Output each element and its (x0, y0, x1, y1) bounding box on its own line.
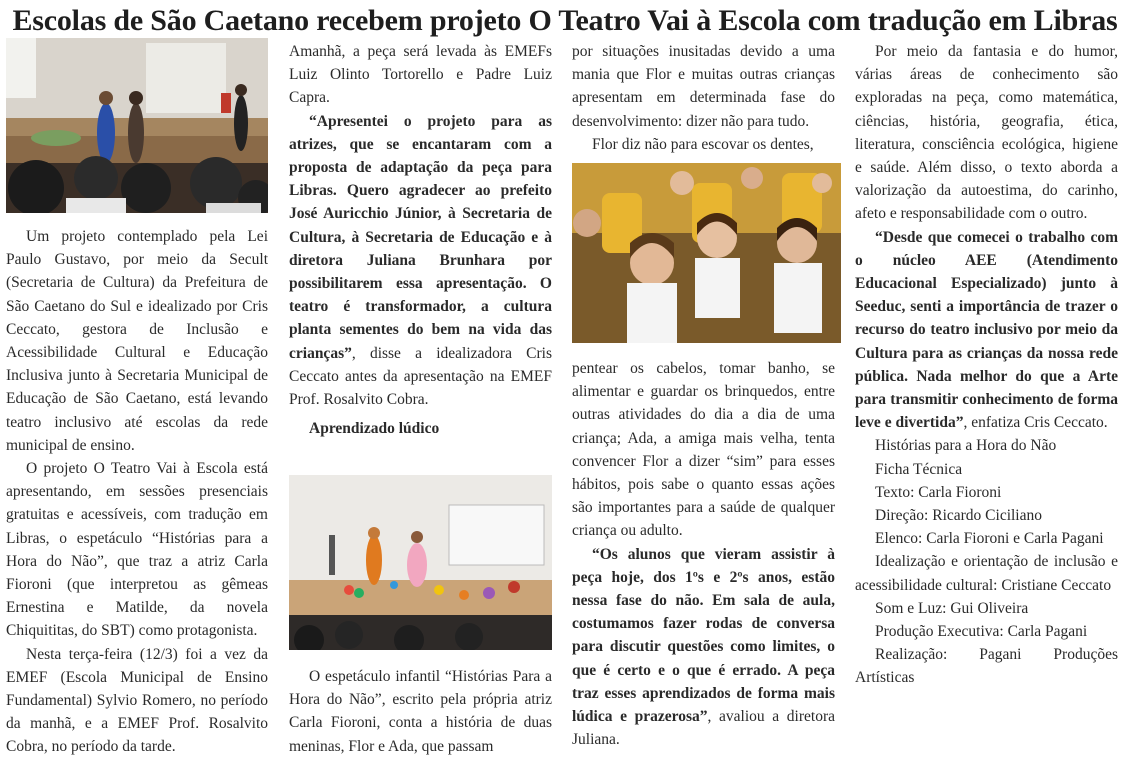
credit-line: Histórias para a Hora do Não (875, 437, 1057, 455)
column-3-top (572, 40, 835, 156)
paragraph: O projeto O Teatro Vai à Escola está apresentando, em sessões presenciais gratuitas e acessíveis, com tradução em Libras, o espetáculo “Histórias para a Hora do Não”, que traz a atriz Carla Fioroni (que interpretou as gêmeas Ernestina e Matilde, da novela Chiquititas, do SBT) como protagonista. (6, 460, 268, 640)
subheading: Aprendizado lúdico (309, 420, 440, 438)
quote-paragraph (855, 226, 1118, 435)
quote-paragraph (289, 110, 552, 412)
headline: Escolas de São Caetano recebem projeto O Teatro Vai à Escola com tradução em Libras (12, 4, 1118, 37)
quote-attribution: , avaliou a diretora Juliana. (572, 708, 835, 749)
quote: “Os alunos que vieram assistir à peça hoje, dos 1ºs e 2ºs anos, estão nessa fase do não. Em sala de aula, costumamos fazer rodas de conversa para discutir questões como limites, o que é certo e o que é errado. A peça traz esses aprendizados de forma mais lúdica e prazerosa” (572, 545, 835, 726)
credit-line: Realização: Pagani Produções Artísticas (855, 646, 1118, 687)
photo-children-auditorium (572, 163, 841, 343)
photo-stage-presentation (6, 38, 268, 213)
credits-list (855, 434, 1118, 689)
paragraph: Amanhã, a peça será levada às EMEFs Luiz Olinto Tortorello e Padre Luiz Capra. (289, 43, 552, 107)
paragraph: Por meio da fantasia e do humor, várias áreas de conhecimento são exploradas na peça, como matemática, ciências, história, geografia, ética, literatura, consciência ecológica, higiene e saúde. Além disso, o texto aborda a valorização da autoestima, do carinho, afeto e responsabilidade com o outro. (855, 43, 1118, 223)
paragraph: O espetáculo infantil “Histórias Para a Hora do Não”, escrito pela própria atriz Carla Fioroni, conta a história de duas meninas, Flor e Ada, que passam (289, 668, 552, 755)
credit-line: Elenco: Carla Fioroni e Carla Pagani (875, 530, 1104, 548)
paragraph: pentear os cabelos, tomar banho, se alimentar e guardar os brinquedos, entre outras atividades do dia a dia de uma criança; Ada, a amiga mais velha, tenta convencer Flor a dizer “sim” para esses hábitos, pois sabe o quanto essas ações são importantes para a saúde de qualquer criança ou adulto. (572, 360, 835, 540)
column-2-top (289, 40, 552, 440)
paragraph: Flor diz não para escovar os dentes, (592, 135, 814, 153)
paragraph: por situações inusitadas devido a uma mania que Flor e muitas outras crianças apresentam em determinada fase do desenvolvimento: dizer não para tudo. (572, 43, 835, 130)
credit-line: Produção Executiva: Carla Pagani (875, 623, 1088, 641)
quote-attribution: , disse a idealizadora Cris Ceccato antes da apresentação na EMEF Prof. Rosalvito Cobra. (289, 344, 552, 409)
photo-actresses-stage (289, 475, 552, 650)
quote: “Apresentei o projeto para as atrizes, que se encantaram com a proposta de adaptação da peça para Libras. Quero agradecer ao prefeito José Auricchio Júnior, à Secretaria de Cultura, à Secretaria de Educação e à diretora Juliana Brunhara por possibilitarem essa apresentação. O teatro é transformador, a cultura planta sementes do bem na vida das crianças” (289, 112, 552, 362)
column-3-bottom (572, 357, 835, 751)
credit-line: Idealização e orientação de inclusão e acessibilidade cultural: Cristiane Ceccato (855, 553, 1118, 594)
credit-line: Texto: Carla Fioroni (875, 483, 1002, 501)
credit-line: Som e Luz: Gui Oliveira (875, 599, 1029, 617)
column-2-bottom (289, 665, 552, 758)
column-1 (6, 225, 268, 759)
paragraph: Um projeto contemplado pela Lei Paulo Gustavo, por meio da Secult (Secretaria de Cultura) da Prefeitura de São Caetano do Sul e idealizado por Cris Ceccato, gestora de Inclusão e Acessibilidade Cultural e Educação Inclusiva junto à Secretaria Municipal de Educação de São Caetano, está levando teatro inclusivo até escolas da rede municipal de ensino. (6, 228, 268, 454)
column-4 (855, 40, 1118, 690)
credit-line: Ficha Técnica (875, 460, 963, 478)
quote: “Desde que comecei o trabalho com o núcleo AEE (Atendimento Educacional Especializado) junto à Seeduc, senti a importância de trazer o recurso do teatro inclusivo por meio da Cultura para as crianças da nossa rede pública. Nada melhor do que a Arte para transmitir conhecimento de forma leve e divertida” (855, 228, 1118, 432)
quote-attribution: , enfatiza Cris Ceccato. (963, 414, 1108, 432)
paragraph: Nesta terça-feira (12/3) foi a vez da EMEF (Escola Municipal de Ensino Fundamental) Sylvio Romero, no período da manhã, e a EMEF Prof. Rosalvito Cobra, no período da tarde. (6, 645, 268, 756)
quote-paragraph (572, 543, 835, 752)
credit-line: Direção: Ricardo Ciciliano (875, 507, 1042, 525)
